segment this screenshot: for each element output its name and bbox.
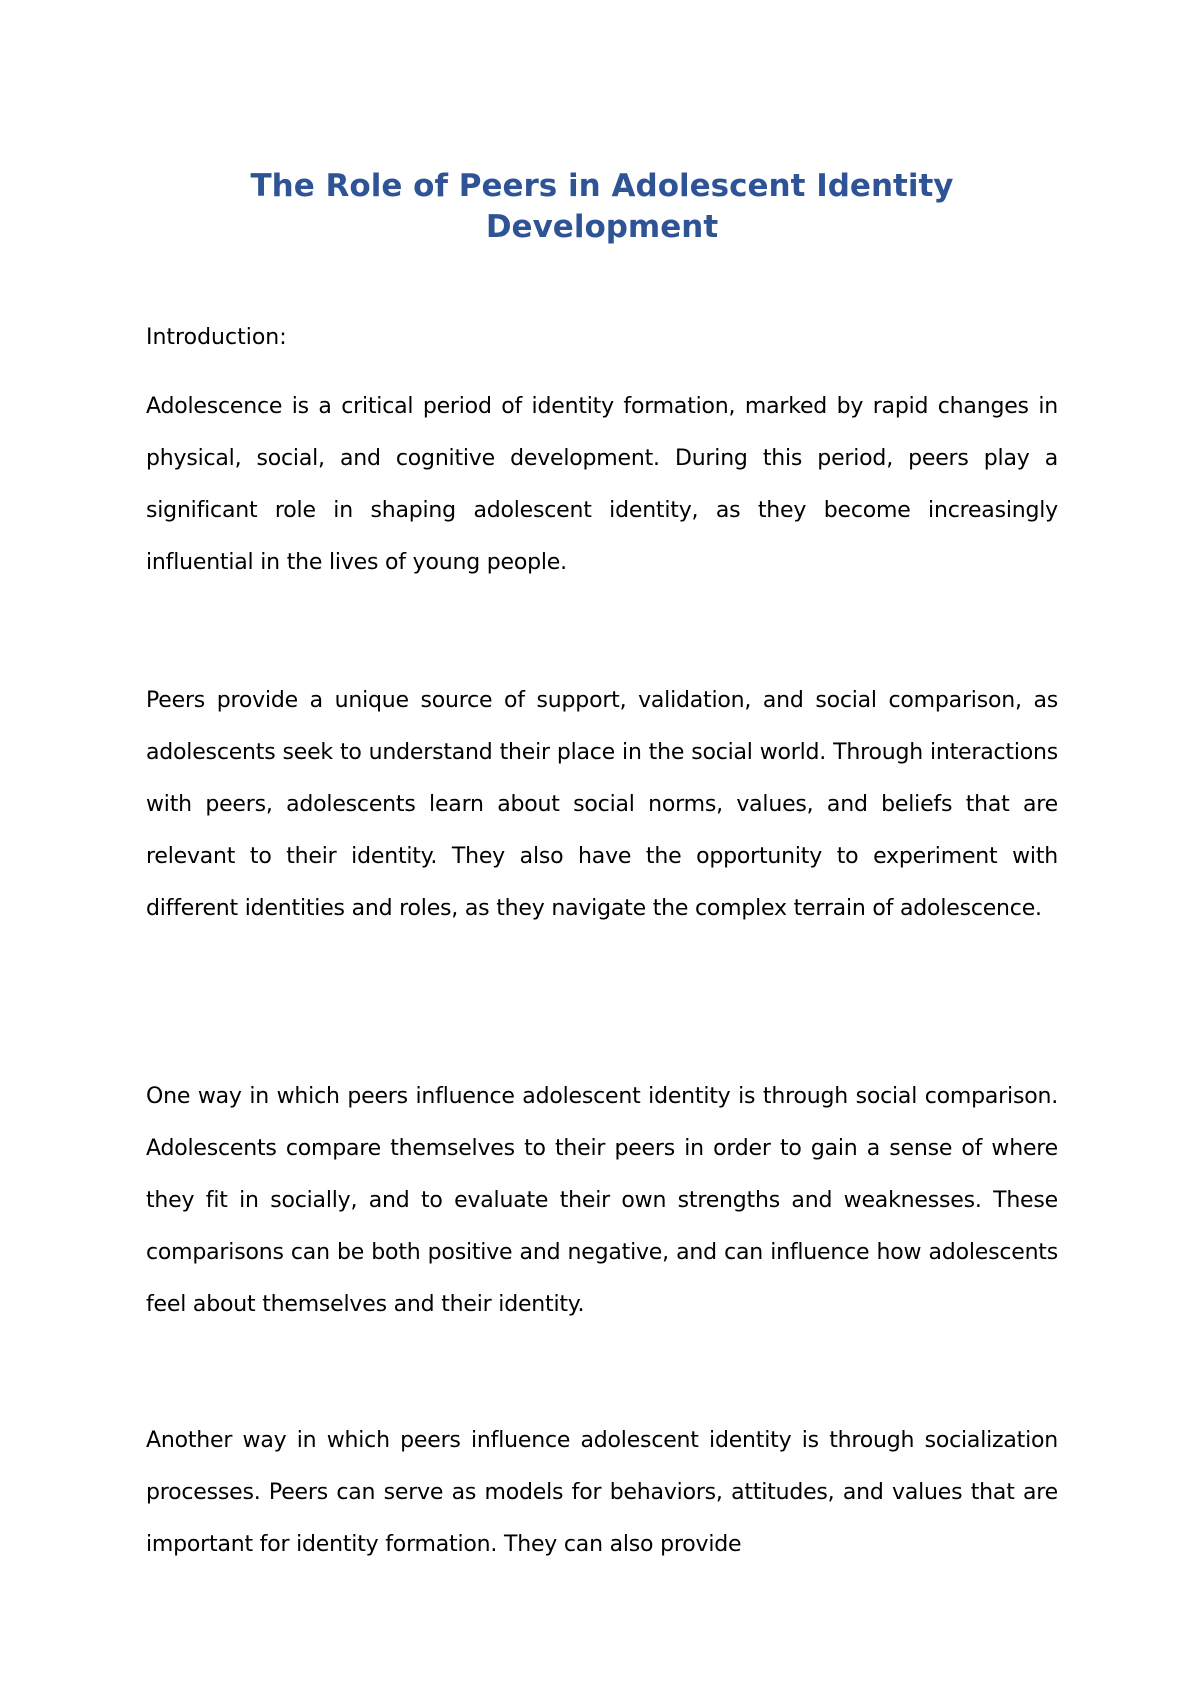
document-title: The Role of Peers in Adolescent Identity Development [250,168,954,245]
paragraph: One way in which peers influence adolescent identity is through social comparison. Adolescents compare themselves to their peers in order to gain a sense of where they fit in socially, and to evaluate their own strengths and weaknesses. These comparisons can be both positive and negative, and can influence how adolescents feel about themselves and their identity. [146,1084,1058,1317]
paragraph: Peers provide a unique source of support, validation, and social comparison, as adolescents seek to understand their place in the social world. Through interactions with peers, adolescents learn about social norms, values, and beliefs that are relevant to their identity. They also have the opportunity to experiment with different identities and roles, as they navigate the complex terrain of adolescence. [146,688,1058,921]
paragraph: Another way in which peers influence adolescent identity is through socialization processes. Peers can serve as models for behaviors, attitudes, and values that are important for identity formation. They can also provide [146,1428,1058,1557]
section-heading: Introduction: [146,325,287,350]
paragraph: Adolescence is a critical period of identity formation, marked by rapid changes in physical, social, and cognitive development. During this period, peers play a significant role in shaping adolescent identity, as they become increasingly influential in the lives of young people. [146,394,1058,575]
